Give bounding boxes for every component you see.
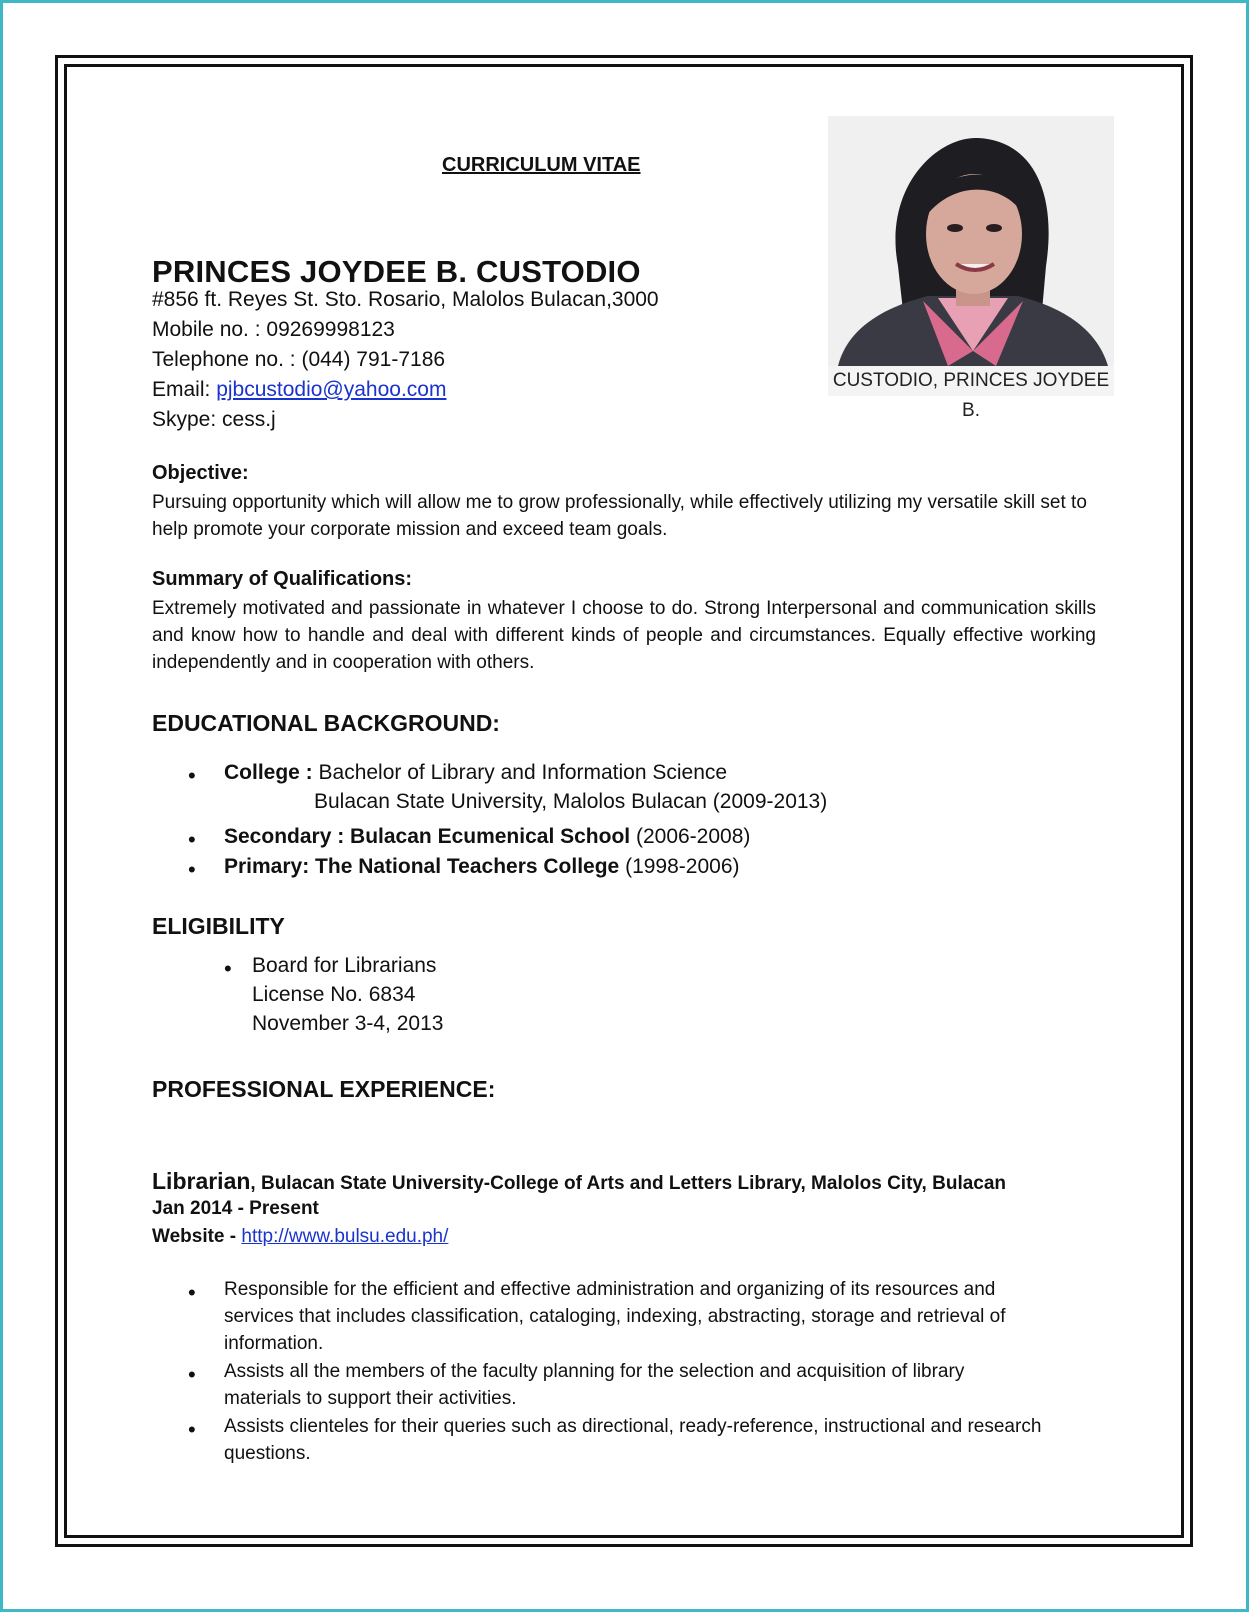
email-line xyxy=(152,378,446,402)
document-title: CURRICULUM VITAE xyxy=(442,154,641,176)
website-link[interactable]: http://www.bulsu.edu.ph/ xyxy=(241,1226,449,1247)
secondary-label: Secondary : Bulacan Ecumenical School xyxy=(224,825,631,848)
website-label: Website - xyxy=(152,1226,242,1247)
bullet: • xyxy=(188,763,196,788)
address: #856 ft. Reyes St. Sto. Rosario, Malolos Bulacan,3000 xyxy=(152,288,659,311)
email-label: Email: xyxy=(152,378,217,401)
bullet: • xyxy=(224,956,232,981)
responsibility-item: Assists all the members of the faculty planning for the selection and acquisition of library materials to support their activities. xyxy=(224,1361,965,1409)
experience-heading: PROFESSIONAL EXPERIENCE: xyxy=(152,1076,496,1102)
bullet: • xyxy=(188,1280,196,1305)
mobile-number: Mobile no. : 09269998123 xyxy=(152,318,395,341)
education-primary xyxy=(224,852,740,882)
college-degree: Bachelor of Library and Information Science xyxy=(318,761,728,784)
bullet: • xyxy=(188,857,196,882)
education-college xyxy=(224,758,727,788)
college-label: College : xyxy=(224,761,319,784)
job-role: Librarian xyxy=(152,1168,251,1194)
objective-heading: Objective: xyxy=(152,462,249,484)
experience-position xyxy=(152,1168,1006,1195)
eligibility-heading: ELIGIBILITY xyxy=(152,913,285,939)
telephone-number: Telephone no. : (044) 791-7186 xyxy=(152,348,446,371)
college-school: Bulacan State University, Malolos Bulacan (2009-2013) xyxy=(314,790,828,813)
bullet: • xyxy=(188,827,196,852)
portrait-illustration xyxy=(828,116,1114,366)
eligibility-date: November 3-4, 2013 xyxy=(252,1012,444,1035)
summary-heading: Summary of Qualifications: xyxy=(152,568,413,590)
bullet: • xyxy=(188,1362,196,1387)
responsibility-item: Responsible for the efficient and effective administration and organizing of its resources and services that includes classification, cataloging, indexing, abstracting, storage and retrieval of information. xyxy=(224,1279,1006,1354)
summary-text: Extremely motivated and passionate in whatever I choose to do. Strong Interpersonal and communication skills and know how to handle and deal with different kinds of people and circumstances. Equally effective working independently and in cooperation with others. xyxy=(152,598,1096,673)
primary-label: Primary: The National Teachers College xyxy=(224,855,620,878)
responsibility-item: Assists clienteles for their queries such as directional, ready-reference, instructional and research questions. xyxy=(224,1416,1042,1464)
secondary-years: (2006-2008) xyxy=(630,825,751,848)
education-secondary xyxy=(224,822,750,852)
objective-text: Pursuing opportunity which will allow me to grow professionally, while effectively utilizing my versatile skill set to help promote your corporate mission and exceed team goals. xyxy=(152,492,1087,540)
profile-photo xyxy=(828,116,1114,421)
email-link[interactable]: pjbcustodio@yahoo.com xyxy=(216,378,447,401)
bullet: • xyxy=(188,1417,196,1442)
applicant-name: PRINCES JOYDEE B. CUSTODIO xyxy=(152,254,641,289)
primary-years: (1998-2006) xyxy=(619,855,740,878)
skype-id: Skype: cess.j xyxy=(152,408,276,431)
eligibility-license: License No. 6834 xyxy=(252,983,416,1006)
photo-caption: CUSTODIO, PRINCES JOYDEE B. xyxy=(828,366,1114,396)
education-heading: EDUCATIONAL BACKGROUND: xyxy=(152,710,500,736)
eligibility-exam: Board for Librarians xyxy=(252,954,437,977)
website-line xyxy=(152,1226,448,1248)
job-employer: , Bulacan State University-College of Arts and Letters Library, Malolos City, Bulacan xyxy=(250,1173,1007,1194)
job-period: Jan 2014 - Present xyxy=(152,1198,319,1219)
